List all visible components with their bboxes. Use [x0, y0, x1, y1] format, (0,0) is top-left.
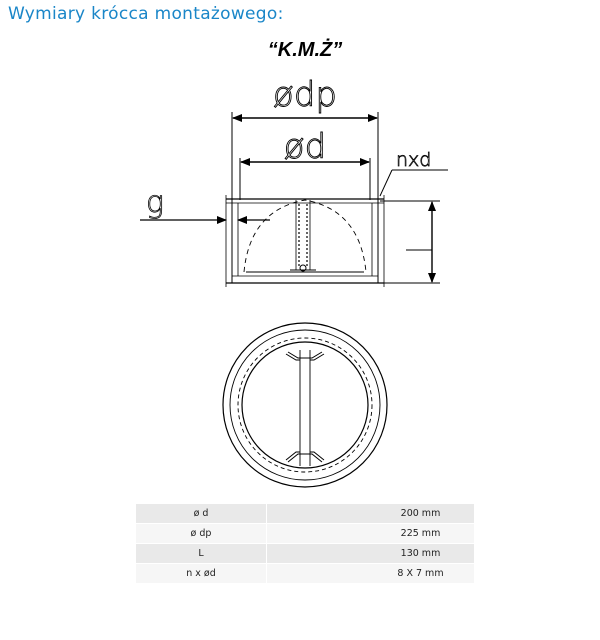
spec-label: L — [136, 544, 267, 564]
drawing-title: “K.M.Ż” — [267, 39, 343, 61]
dimension-d — [240, 127, 370, 200]
table-row — [136, 564, 474, 584]
spec-value: 200 mm — [267, 504, 475, 524]
dimension-nxd-label: nxd — [396, 149, 432, 171]
wing-nut-bottom-icon — [286, 452, 324, 462]
front-view — [223, 323, 387, 487]
damper-spindle — [290, 200, 316, 271]
spec-table — [136, 504, 474, 584]
spec-label: n x ød — [136, 564, 267, 584]
dimension-g-label: g — [146, 185, 165, 220]
table-row — [136, 504, 474, 524]
dimension-nxd — [380, 149, 448, 196]
table-row — [136, 524, 474, 544]
spec-value: 8 X 7 mm — [267, 564, 475, 584]
table-row — [136, 544, 474, 564]
dimension-height — [380, 201, 440, 283]
page-heading: Wymiary krócca montażowego: — [8, 4, 284, 24]
wing-nut-top-icon — [286, 352, 324, 360]
dimension-g — [140, 185, 270, 220]
spec-value: 225 mm — [267, 524, 475, 544]
dimension-d-label: ød — [283, 127, 327, 167]
spec-label: ø dp — [136, 524, 267, 544]
side-view — [226, 195, 384, 287]
dimension-dp-label: ødp — [273, 75, 337, 115]
spec-value: 130 mm — [267, 544, 475, 564]
spec-label: ø d — [136, 504, 267, 524]
